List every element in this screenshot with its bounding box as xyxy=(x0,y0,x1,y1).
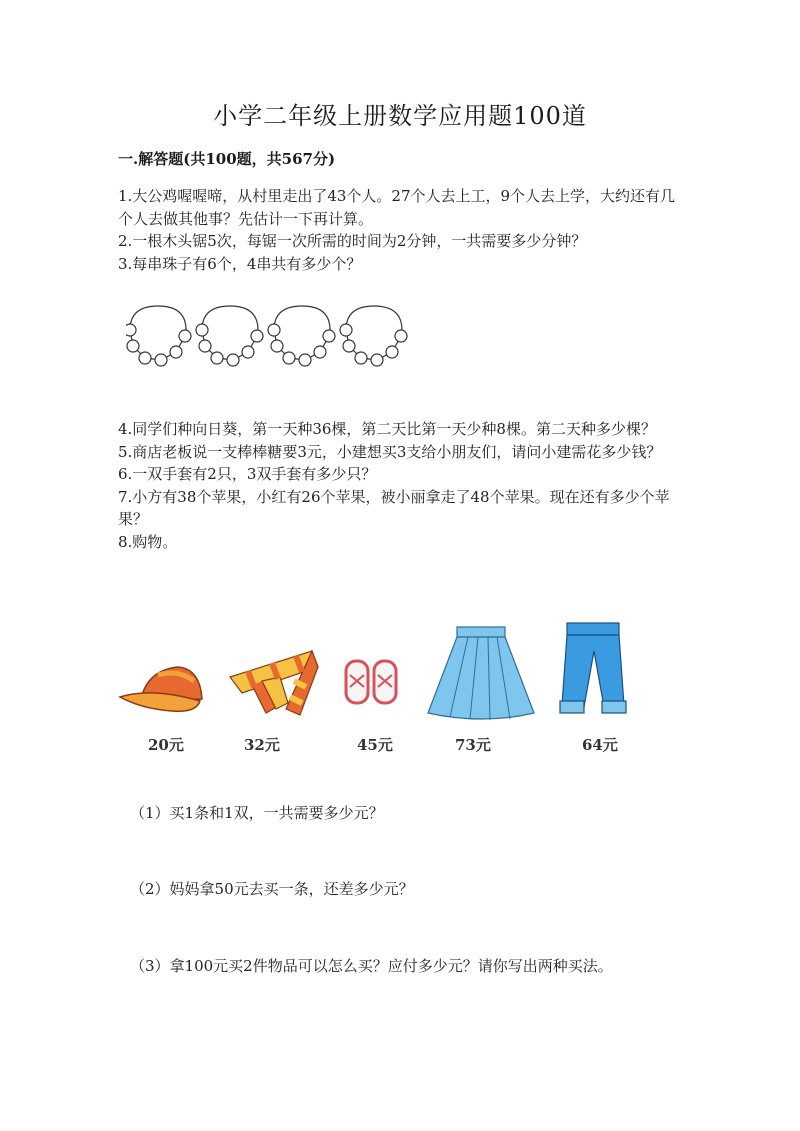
bead xyxy=(271,340,283,352)
bead xyxy=(268,324,280,336)
bead-string xyxy=(340,306,407,366)
bead xyxy=(323,330,335,342)
scarf-icon xyxy=(230,651,318,715)
bead xyxy=(283,352,295,364)
bead xyxy=(386,346,398,358)
bead xyxy=(211,352,223,364)
cap-icon xyxy=(120,667,202,711)
section-heading: 一.解答题(共100题，共567分) xyxy=(118,150,336,168)
bead xyxy=(314,346,326,358)
bead xyxy=(340,324,352,336)
sub-question-2: （2）妈妈拿50元去买一条，还差多少元？ xyxy=(130,880,414,898)
shoes-icon xyxy=(346,661,396,703)
bead xyxy=(227,354,239,366)
bead xyxy=(155,354,167,366)
question-4: 4.同学们种向日葵，第一天种36棵，第二天比第一天少种8棵。第二天种多少棵？ xyxy=(118,420,656,438)
bead xyxy=(127,340,139,352)
bead xyxy=(179,330,191,342)
bead xyxy=(395,330,407,342)
sub-question-1: （1）买1条和1双，一共需要多少元？ xyxy=(130,804,384,822)
question-5: 5.商店老板说一支棒棒糖要3元，小建想买3支给小朋友们，请问小建需花多少钱？ xyxy=(118,442,662,461)
page-title: 小学二年级上册数学应用题100道 xyxy=(213,102,587,130)
bead xyxy=(199,340,211,352)
price-label-shoes: 45元 xyxy=(357,736,393,754)
bead-string xyxy=(196,306,263,366)
bead xyxy=(242,346,254,358)
pants-icon xyxy=(560,623,626,713)
bead xyxy=(251,330,263,342)
bead-strings-illustration xyxy=(126,300,416,380)
price-label-pants: 64元 xyxy=(582,736,618,754)
bead xyxy=(371,354,383,366)
question-2: 2.一根木头锯5次，每锯一次所需的时间为2分钟，一共需要多少分钟？ xyxy=(118,232,587,250)
question-list-a xyxy=(118,185,688,275)
bead xyxy=(196,324,208,336)
price-label-scarf: 32元 xyxy=(244,736,280,754)
bead xyxy=(299,354,311,366)
bead xyxy=(139,352,151,364)
question-1: 1.大公鸡喔喔啼，从村里走出了43个人。27个人去上工，9个人去上学，大约还有几个人去做其他事？先估计一下再计算。 xyxy=(118,187,676,228)
question-7: 7.小方有38个苹果，小红有26个苹果，被小丽拿走了48个苹果。现在还有多少个苹果？ xyxy=(118,487,670,528)
bead xyxy=(170,346,182,358)
question-3: 3.每串珠子有6个，4串共有多少个？ xyxy=(118,254,362,273)
skirt-icon xyxy=(428,627,534,720)
bead xyxy=(343,340,355,352)
question-8: 8.购物。 xyxy=(118,532,178,551)
bead-string xyxy=(126,306,191,366)
bead xyxy=(355,352,367,364)
question-list-b xyxy=(118,418,688,553)
price-label-cap: 20元 xyxy=(148,736,184,754)
bead xyxy=(126,324,136,336)
question-6: 6.一双手套有2只，3双手套有多少只？ xyxy=(118,465,377,483)
bead-string xyxy=(268,306,335,366)
price-label-skirt: 73元 xyxy=(455,736,491,754)
sub-question-3: （3）拿100元买2件物品可以怎么买？应付多少元？请你写出两种买法。 xyxy=(130,957,613,975)
